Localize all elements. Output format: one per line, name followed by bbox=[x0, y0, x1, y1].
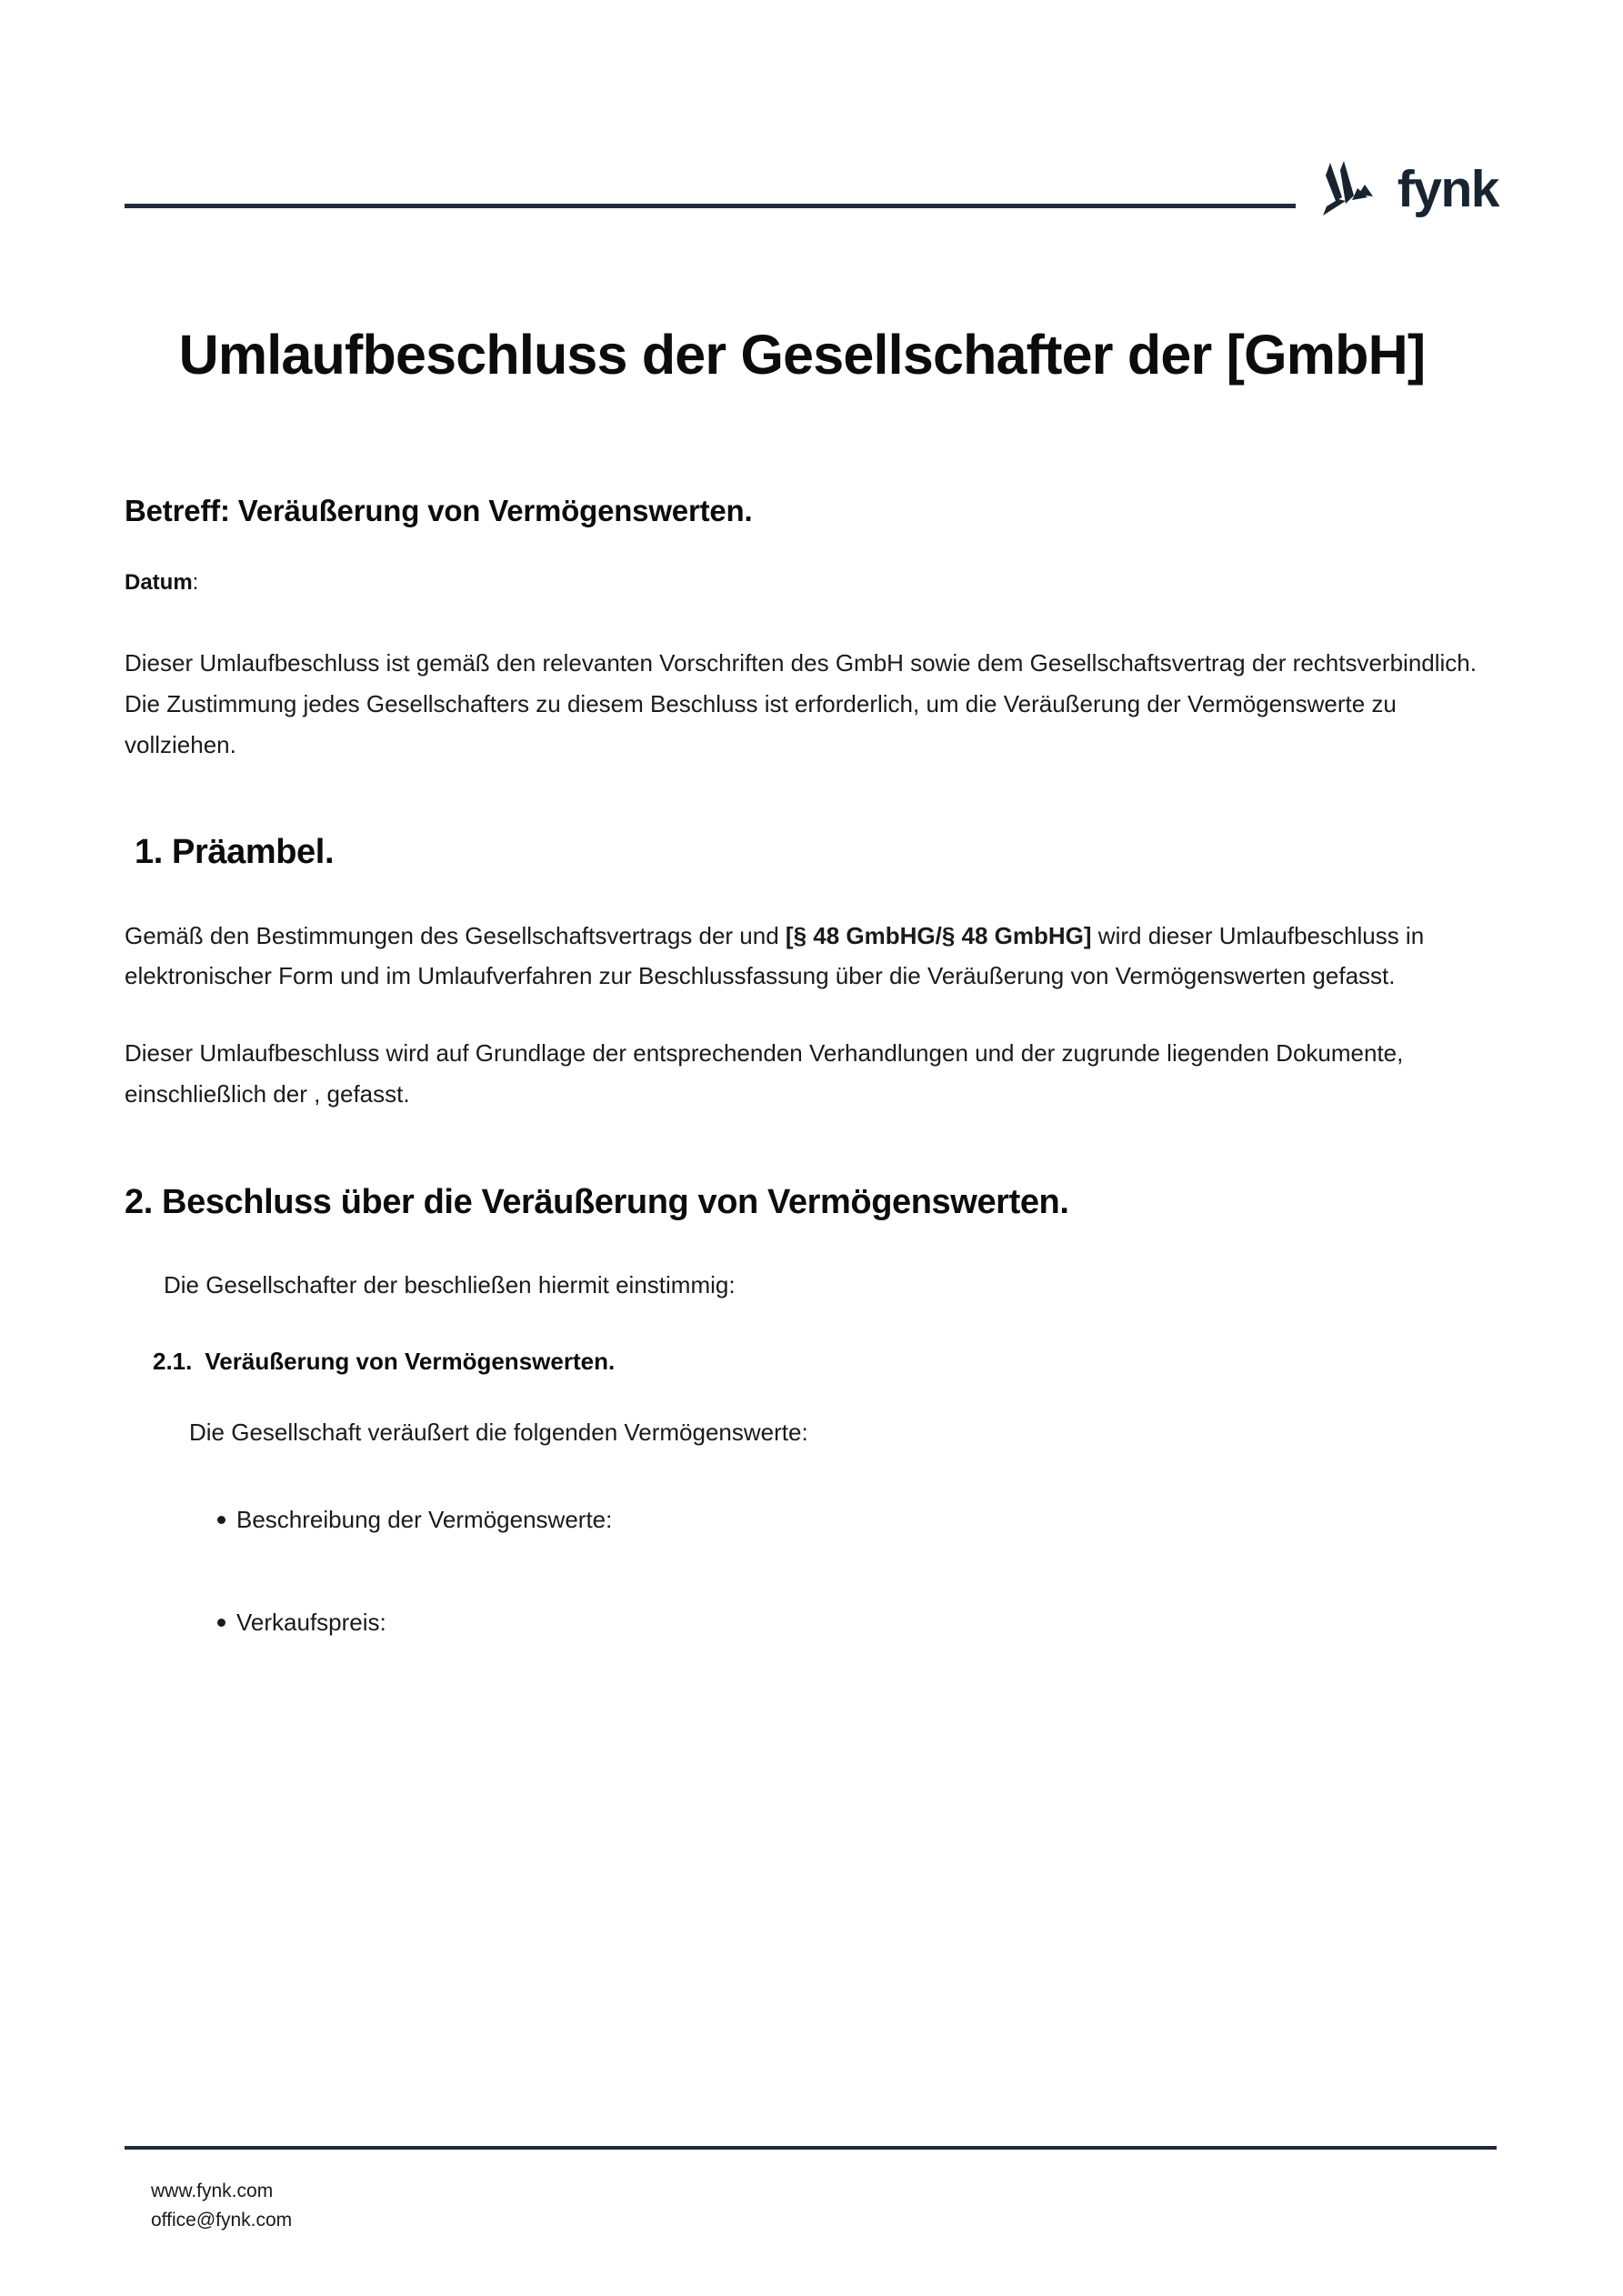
header-divider-rule bbox=[125, 204, 1296, 208]
page-footer bbox=[125, 2146, 1497, 2234]
section-1-paragraph-1-before: Gemäß den Bestimmungen des Gesellschaftsvertrags der und bbox=[125, 921, 786, 949]
section-2-heading: 2. Beschluss über die Veräußerung von Vermögenswerten. bbox=[125, 1182, 1069, 1221]
list-item: Verkaufspreis: bbox=[236, 1602, 1479, 1643]
subsection-2-1-heading bbox=[125, 1348, 1479, 1376]
list-item: Beschreibung der Vermögenswerte: bbox=[236, 1499, 1479, 1540]
subsection-2-1-title: Veräußerung von Vermögenswerten. bbox=[205, 1347, 616, 1375]
subsection-2-1-intro: Die Gesellschaft veräußert die folgenden Vermögenswerte: bbox=[189, 1418, 808, 1446]
section-1-heading: 1. Präambel. bbox=[135, 833, 335, 872]
subject-line: Betreff: Veräußerung von Vermögenswerten. bbox=[125, 494, 753, 528]
intro-paragraph: Dieser Umlaufbeschluss ist gemäß den relevanten Vorschriften des GmbH sowie dem Gesellschaftsvertrag der rechtsverbindlich. Die Zustimmung jedes Gesellschafters zu diesem Beschluss ist erforderlich, um die Veräußerung der Vermögenswerte zu vollziehen. bbox=[125, 649, 1477, 758]
footer-contact bbox=[125, 2177, 1497, 2234]
asset-list bbox=[125, 1499, 1479, 1642]
brand-logo bbox=[1317, 161, 1498, 217]
date-label: Datum bbox=[125, 570, 193, 596]
document-title: Umlaufbeschluss der Gesellschafter der [GmbH] bbox=[178, 324, 1426, 386]
footer-divider-rule bbox=[125, 2146, 1497, 2150]
section-1-paragraph-1 bbox=[125, 916, 1479, 997]
date-line bbox=[125, 570, 1479, 596]
page-header bbox=[125, 145, 1498, 227]
section-1-paragraph-2: Dieser Umlaufbeschluss wird auf Grundlage der entsprechenden Verhandlungen und der zugrunde liegenden Dokumente, einschließlich der , gefasst. bbox=[125, 1039, 1404, 1108]
section-1-paragraph-1-after: wird dieser Umlaufbeschluss in elektronischer Form und im Umlaufverfahren zur Beschlussfassung über die Veräußerung von Vermögenswerten gefasst. bbox=[125, 921, 1425, 990]
subsection-2-1-number: 2.1. bbox=[153, 1347, 193, 1375]
legal-reference: [§ 48 GmbHG/§ 48 GmbHG] bbox=[785, 921, 1092, 949]
origami-bird-icon bbox=[1317, 161, 1385, 217]
date-separator: : bbox=[192, 570, 199, 596]
section-2-lead-in: Die Gesellschafter der beschließen hiermit einstimmig: bbox=[164, 1270, 736, 1298]
footer-email[interactable]: office@fynk.com bbox=[151, 2209, 293, 2231]
document-body bbox=[125, 318, 1479, 1705]
footer-website[interactable]: www.fynk.com bbox=[151, 2181, 274, 2201]
brand-wordmark: fynk bbox=[1397, 159, 1498, 218]
